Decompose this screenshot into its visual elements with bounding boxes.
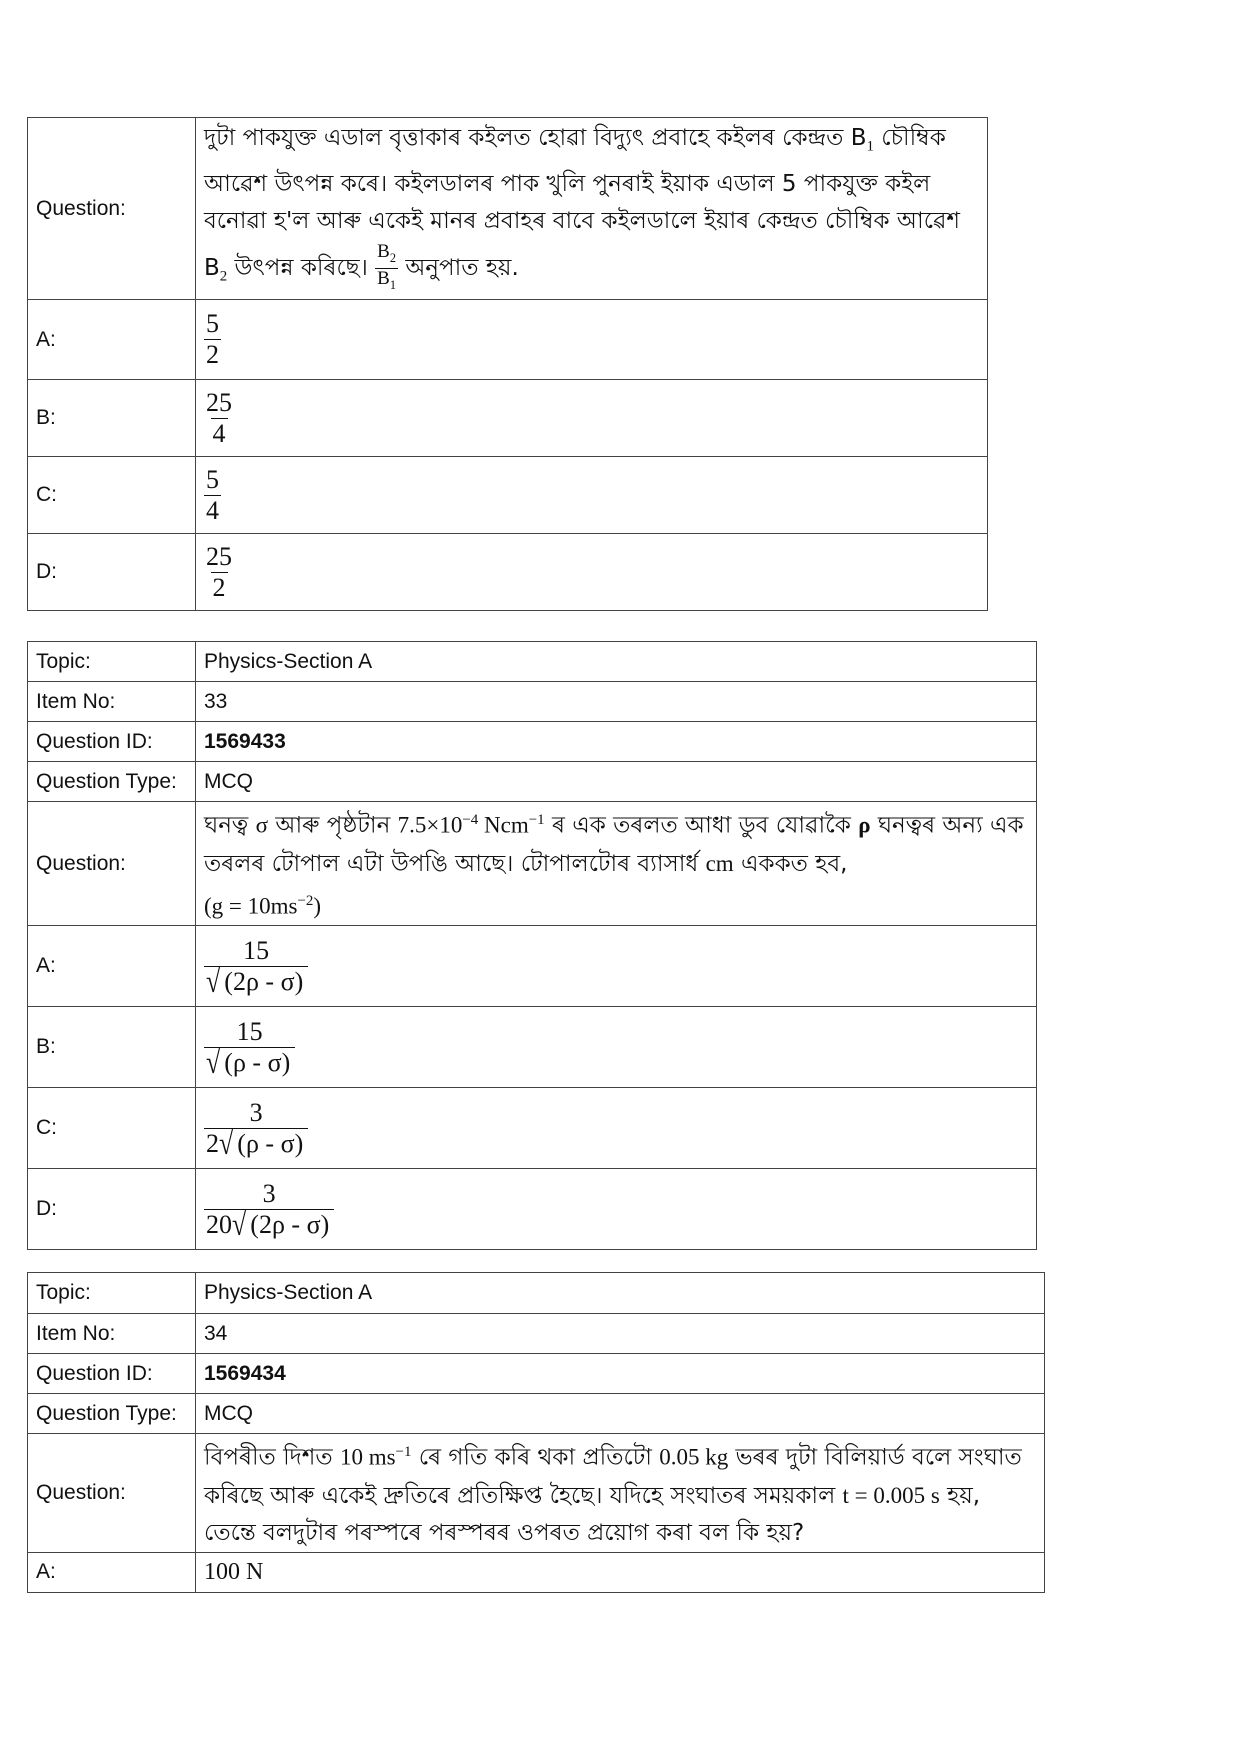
question-block-1 [27,117,988,611]
option-b-label: B: [28,380,196,457]
topic-value: Physics-Section A [196,642,1037,682]
option-a-label: A: [28,1552,196,1592]
option-a-label: A: [28,300,196,380]
option-fraction: $\frac{5}{2}$ [206,309,219,369]
question-text: ঘনত্ব σ আৰু পৃষ্ঠটান $7.5\times 10^{-4}$ Ncm$^{-1}$ ৰ এক তৰলত আধা ডুব যোৱাকৈ ρ ঘনত্বৰ অন্য এক তৰলৰ টোপাল এটা উপঙি আছে। টোপালটোৰ ব্যাসাৰ্ধ cm এককত হব, $(g = 10ms^{-2})$ [196,802,1037,926]
question-label: Question: [28,802,196,926]
option-c-label: C: [28,1088,196,1169]
question-type-value: MCQ [196,1394,1045,1434]
option-c [196,457,988,534]
option-fraction: $\frac{3}{20√ (2\rho - \sigma)}$ [204,1179,334,1240]
topic-label: Topic: [28,642,196,682]
option-fraction: $\frac{3}{2√ (\rho - \sigma)}$ [204,1098,308,1159]
question-label: Question: [28,1434,196,1553]
option-a: 100 N [196,1552,1045,1592]
item-no-value: 34 [196,1314,1045,1354]
option-d [196,534,988,611]
question-id-value: 1569434 [196,1354,1045,1394]
question-label: Question: [28,118,196,300]
sqrt-icon: √ [206,963,221,1000]
option-b [196,380,988,457]
question-type-label: Question Type: [28,762,196,802]
option-fraction: $\frac{25}{2}$ [206,541,232,602]
item-no-label: Item No: [28,1314,196,1354]
question-text: দুটা পাকযুক্ত এডাল বৃত্তাকাৰ কইলত হোৱা বিদ্যুৎ প্ৰবাহে কইলৰ কেন্দ্ৰত $B_1$ চৌম্বিক আৱেশ উৎপন্ন কৰে। কইলডালৰ পাক খুলি পুনৰাই ইয়াক এডাল 5 পাকযুক্ত কইল বনোৱা হ'ল আৰু একেই মানৰ প্ৰবাহৰ বাবে কইলডালে ইয়াৰ কেন্দ্ৰত চৌম্বিক আৱেশ $B_2$ উৎপন্ন কৰিছে। $\frac{B_2}{B_1}$ অনুপাত হয়. [196,118,988,300]
topic-label: Topic: [28,1273,196,1314]
sqrt-icon: √ [219,1125,234,1162]
option-c-label: C: [28,457,196,534]
option-d-label: D: [28,1169,196,1250]
question-id-label: Question ID: [28,1354,196,1394]
option-d-label: D: [28,534,196,611]
option-fraction: $\frac{15}{√ (2\rho - \sigma)}$ [204,936,308,997]
question-id-label: Question ID: [28,722,196,762]
sqrt-icon: √ [232,1206,247,1243]
option-a [196,300,988,380]
option-fraction: $\frac{25}{4}$ [206,387,232,448]
question-type-label: Question Type: [28,1394,196,1434]
ratio-fraction: $\frac{B_2}{B_1}$ [375,242,398,295]
question-id-value: 1569433 [196,722,1037,762]
item-no-value: 33 [196,682,1037,722]
option-a [196,926,1037,1007]
option-c [196,1088,1037,1169]
option-b-label: B: [28,1007,196,1088]
option-fraction: $\frac{5}{4}$ [206,464,219,525]
topic-value: Physics-Section A [196,1273,1045,1314]
option-a-label: A: [28,926,196,1007]
option-fraction: $\frac{15}{√ (\rho - \sigma)}$ [204,1017,295,1078]
question-block-3 [27,1272,1045,1593]
question-text: বিপৰীত দিশত 10 $ms^{-1}$ ৰে গতি কৰি থকা প্ৰতিটো 0.05 kg ভৰৰ দুটা বিলিয়াৰ্ড বলে সংঘাত কৰিছে আৰু একেই দ্ৰুতিৰে প্ৰতিক্ষিপ্ত হৈছে। যদিহে সংঘাতৰ সময়কাল t = 0.005 s হয়, তেন্তে বলদুটাৰ পৰস্পৰে পৰস্পৰৰ ওপৰত প্ৰয়োগ কৰা বল কি হয়? [196,1434,1045,1553]
question-block-2 [27,641,1037,1250]
item-no-label: Item No: [28,682,196,722]
question-type-value: MCQ [196,762,1037,802]
option-b [196,1007,1037,1088]
option-d [196,1169,1037,1250]
sqrt-icon: √ [206,1044,221,1081]
